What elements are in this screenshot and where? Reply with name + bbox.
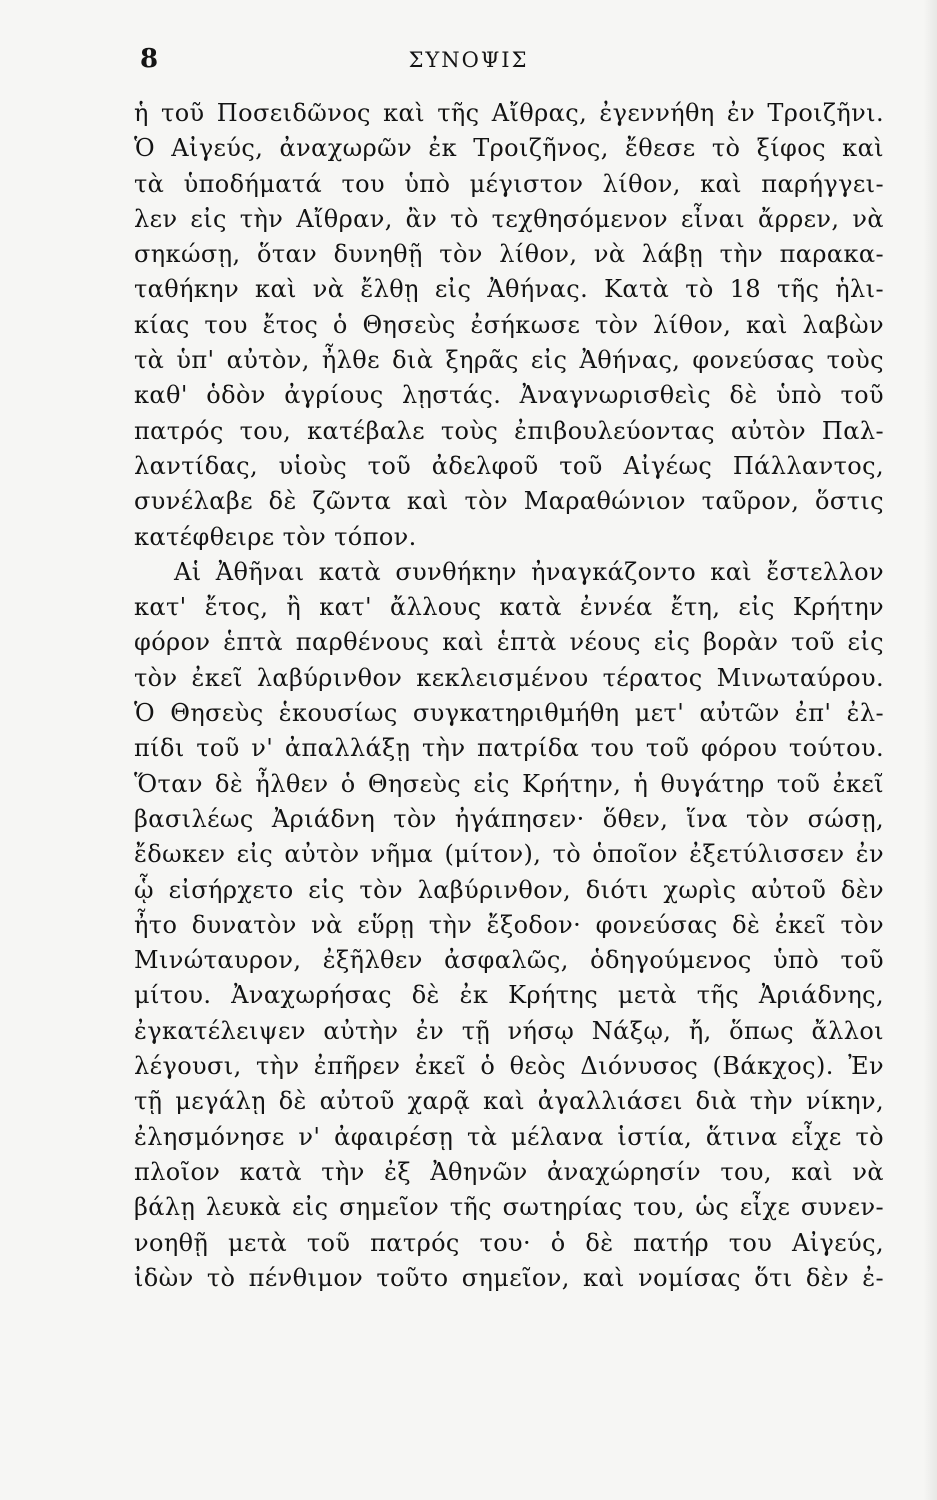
text-line: Μινώταυρον, ἐξῆλθεν ἀσφαλῶς, ὁδηγούμενος ὑπὸ τοῦ	[134, 946, 884, 975]
text-line: λαντίδας, υἱοὺς τοῦ ἀδελφοῦ τοῦ Αἰγέως Πάλλαντος,	[134, 451, 884, 480]
text-line: ἦτο δυνατὸν νὰ εὕρῃ τὴν ἔξοδον· φονεύσας δὲ ἐκεῖ τὸν	[134, 910, 884, 939]
text-line: ἐγκατέλειψεν αὐτὴν ἐν τῇ νήσῳ Νάξῳ, ἤ, ὅπως ἄλλοι	[134, 1016, 884, 1045]
running-title: ΣΥΝΟΨΙΣ	[408, 48, 529, 72]
text-line: Ὁ Αἰγεύς, ἀναχωρῶν ἐκ Τροιζῆνος, ἔθεσε τὸ ξίφος καὶ	[134, 134, 884, 163]
text-line: φόρον ἑπτὰ παρθένους καὶ ἑπτὰ νέους εἰς βορὰν τοῦ εἰς	[134, 628, 884, 657]
text-line: λεν εἰς τὴν Αἴθραν, ἂν τὸ τεχθησόμενον εἶναι ἄρρεν, νὰ	[134, 204, 884, 233]
text-line: κίας του ἔτος ὁ Θησεὺς ἐσήκωσε τὸν λίθον, καὶ λαβὼν	[134, 310, 884, 339]
text-line: Ὁ Θησεὺς ἑκουσίως συγκατηριθμήθη μετ' αὐτῶν ἐπ' ἐλ-	[134, 699, 884, 728]
text-line: Αἱ Ἀθῆναι κατὰ συνθήκην ἠναγκάζοντο καὶ ἔστελλον	[174, 557, 884, 586]
text-line: κατ' ἔτος, ἢ κατ' ἄλλους κατὰ ἐννέα ἔτη, εἰς Κρήτην	[134, 593, 884, 622]
text-line: ἰδὼν τὸ πένθιμον τοῦτο σημεῖον, καὶ νομίσας ὅτι δὲν ἐ-	[134, 1263, 884, 1292]
page-edge-shadow	[923, 0, 937, 1500]
text-line: ἔδωκεν εἰς αὐτὸν νῆμα (μίτον), τὸ ὁποῖον ἐξετύλισσεν ἐν	[134, 840, 884, 869]
body-text	[134, 96, 884, 1296]
text-line: λέγουσι, τὴν ἐπῆρεν ἐκεῖ ὁ θεὸς Διόνυσος (Βάκχος). Ἐν	[134, 1052, 884, 1081]
page-number: 8	[140, 44, 159, 74]
text-line: τὰ ὑπ' αὐτὸν, ἦλθε διὰ ξηρᾶς εἰς Ἀθήνας, φονεύσας τοὺς	[134, 346, 884, 375]
text-line: ἐλησμόνησε ν' ἀφαιρέσῃ τὰ μέλανα ἱστία, ἅτινα εἶχε τὸ	[134, 1122, 884, 1151]
text-line: νοηθῇ μετὰ τοῦ πατρός του· ὁ δὲ πατήρ του Αἰγεύς,	[134, 1228, 884, 1257]
text-line: τῇ μεγάλῃ δὲ αὐτοῦ χαρᾷ καὶ ἀγαλλιάσει διὰ τὴν νίκην,	[134, 1087, 884, 1116]
text-line: σηκώσῃ, ὅταν δυνηθῇ τὸν λίθον, νὰ λάβῃ τὴν παρακα-	[134, 240, 884, 269]
text-line: συνέλαβε δὲ ζῶντα καὶ τὸν Μαραθώνιον ταῦρον, ὅστις	[134, 487, 884, 516]
text-line: Ὅταν δὲ ἦλθεν ὁ Θησεὺς εἰς Κρήτην, ἡ θυγάτηρ τοῦ ἐκεῖ	[134, 769, 884, 798]
text-line: βασιλέως Ἀριάδνη τὸν ἠγάπησεν· ὅθεν, ἵνα τὸν σώσῃ,	[134, 804, 884, 833]
text-line: πίδι τοῦ ν' ἀπαλλάξῃ τὴν πατρίδα του τοῦ φόρου τούτου.	[134, 734, 884, 763]
text-line: πλοῖον κατὰ τὴν ἐξ Ἀθηνῶν ἀναχώρησίν του, καὶ νὰ	[134, 1157, 884, 1186]
text-line: πατρός του, κατέβαλε τοὺς ἐπιβουλεύοντας αὐτὸν Παλ-	[134, 416, 884, 445]
text-line: τὸν ἐκεῖ λαβύρινθον κεκλεισμένου τέρατος Μινωταύρου.	[134, 663, 884, 692]
text-line: κατέφθειρε τὸν τόπον.	[134, 522, 417, 551]
text-line: τὰ ὑποδήματά του ὑπὸ μέγιστον λίθον, καὶ παρήγγει-	[134, 169, 884, 198]
text-line: μίτου. Ἀναχωρήσας δὲ ἐκ Κρήτης μετὰ τῆς Ἀριάδνης,	[134, 981, 884, 1010]
text-line: βάλῃ λευκὰ εἰς σημεῖον τῆς σωτηρίας του, ὡς εἶχε συνεν-	[134, 1193, 884, 1222]
text-line: ἡ τοῦ Ποσειδῶνος καὶ τῆς Αἴθρας, ἐγεννήθη ἐν Τροιζῆνι.	[134, 99, 884, 127]
text-line: ᾧ εἰσήρχετο εἰς τὸν λαβύρινθον, διότι χωρὶς αὐτοῦ δὲν	[134, 875, 884, 904]
text-line: ταθήκην καὶ νὰ ἔλθῃ εἰς Ἀθήνας. Κατὰ τὸ 18 τῆς ἡλι-	[134, 275, 884, 304]
text-line: καθ' ὁδὸν ἀγρίους λῃστάς. Ἀναγνωρισθεὶς δὲ ὑπὸ τοῦ	[134, 381, 884, 410]
